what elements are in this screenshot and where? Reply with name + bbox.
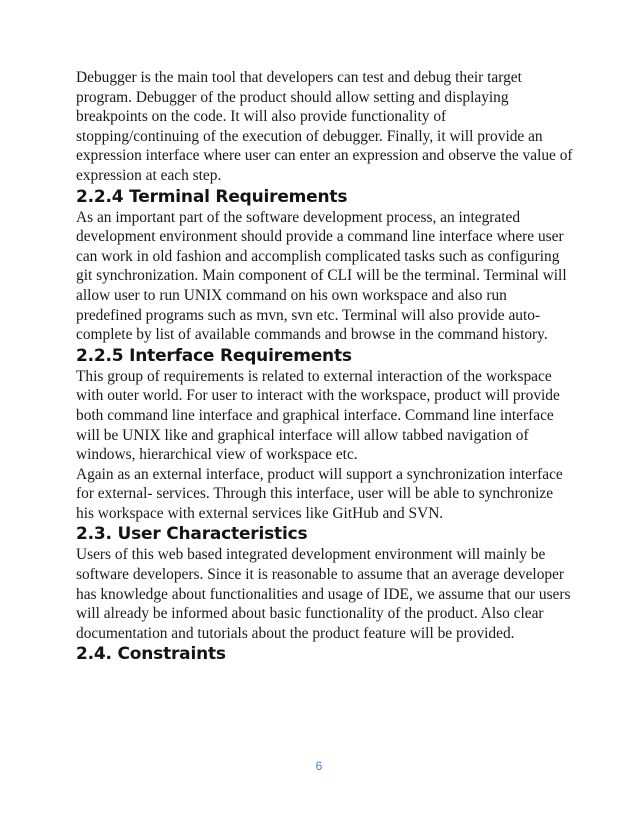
text-line: documentation and tutorials about the product feature will be provided. <box>76 624 515 642</box>
paragraph-debugger <box>76 68 573 186</box>
heading-user-characteristics: 2.3. User Characteristics <box>76 524 308 545</box>
paragraph-user-characteristics <box>76 545 571 643</box>
page-content <box>76 68 573 665</box>
heading-constraints: 2.4. Constraints <box>76 644 226 665</box>
text-line: predefined programs such as mvn, svn etc. Terminal will also provide auto- <box>76 306 541 324</box>
text-line: git synchronization. Main component of CLI will be the terminal. Terminal will <box>76 267 567 285</box>
text-line: Again as an external interface, product will support a synchronization interface <box>76 465 563 483</box>
text-line: his workspace with external services like GitHub and SVN. <box>76 504 444 522</box>
text-line: Users of this web based integrated development environment will mainly be <box>76 546 546 564</box>
text-line: Debugger is the main tool that developers can test and debug their target <box>76 69 522 86</box>
text-line: will already be informed about basic functionality of the product. Also clear <box>76 605 544 623</box>
text-line: This group of requirements is related to external interaction of the workspace <box>76 367 552 385</box>
text-line: can work in old fashion and accomplish complicated tasks such as configuring <box>76 247 560 265</box>
text-line: for external- services. Through this interface, user will be able to synchronize <box>76 485 554 503</box>
text-line: development environment should provide a command line interface where user <box>76 228 564 246</box>
paragraph-terminal <box>76 208 568 345</box>
text-line: complete by list of available commands and browse in the command history. <box>76 326 548 344</box>
heading-terminal-requirements: 2.2.4 Terminal Requirements <box>76 186 348 207</box>
paragraph-interface-1 <box>76 367 568 465</box>
text-line: expression at each step. <box>76 166 222 184</box>
text-line: will be UNIX like and graphical interface will allow tabbed navigation of <box>76 426 529 444</box>
text-line: allow user to run UNIX command on his own workspace and also run <box>76 286 507 304</box>
text-line: As an important part of the software development process, an integrated <box>76 208 521 226</box>
heading-interface-requirements: 2.2.5 Interface Requirements <box>76 345 352 366</box>
text-line: has knowledge about functionalities and usage of IDE, we assume that our users <box>76 585 571 603</box>
text-line: expression interface where user can enter an expression and observe the value of <box>76 147 573 165</box>
text-line: software developers. Since it is reasonable to assume that an average developer <box>76 566 565 584</box>
paragraph-interface-2 <box>76 465 568 524</box>
text-line: windows, hierarchical view of workspace etc. <box>76 446 358 464</box>
text-line: with outer world. For user to interact with the workspace, product will provide <box>76 387 560 405</box>
text-line: program. Debugger of the product should allow setting and displaying <box>76 88 509 106</box>
text-line: breakpoints on the code. It will also provide functionality of <box>76 108 447 126</box>
text-line: stopping/continuing of the execution of debugger. Finally, it will provide an <box>76 127 543 145</box>
text-line: both command line interface and graphical interface. Command line interface <box>76 406 554 424</box>
page-number: 6 <box>315 759 323 773</box>
